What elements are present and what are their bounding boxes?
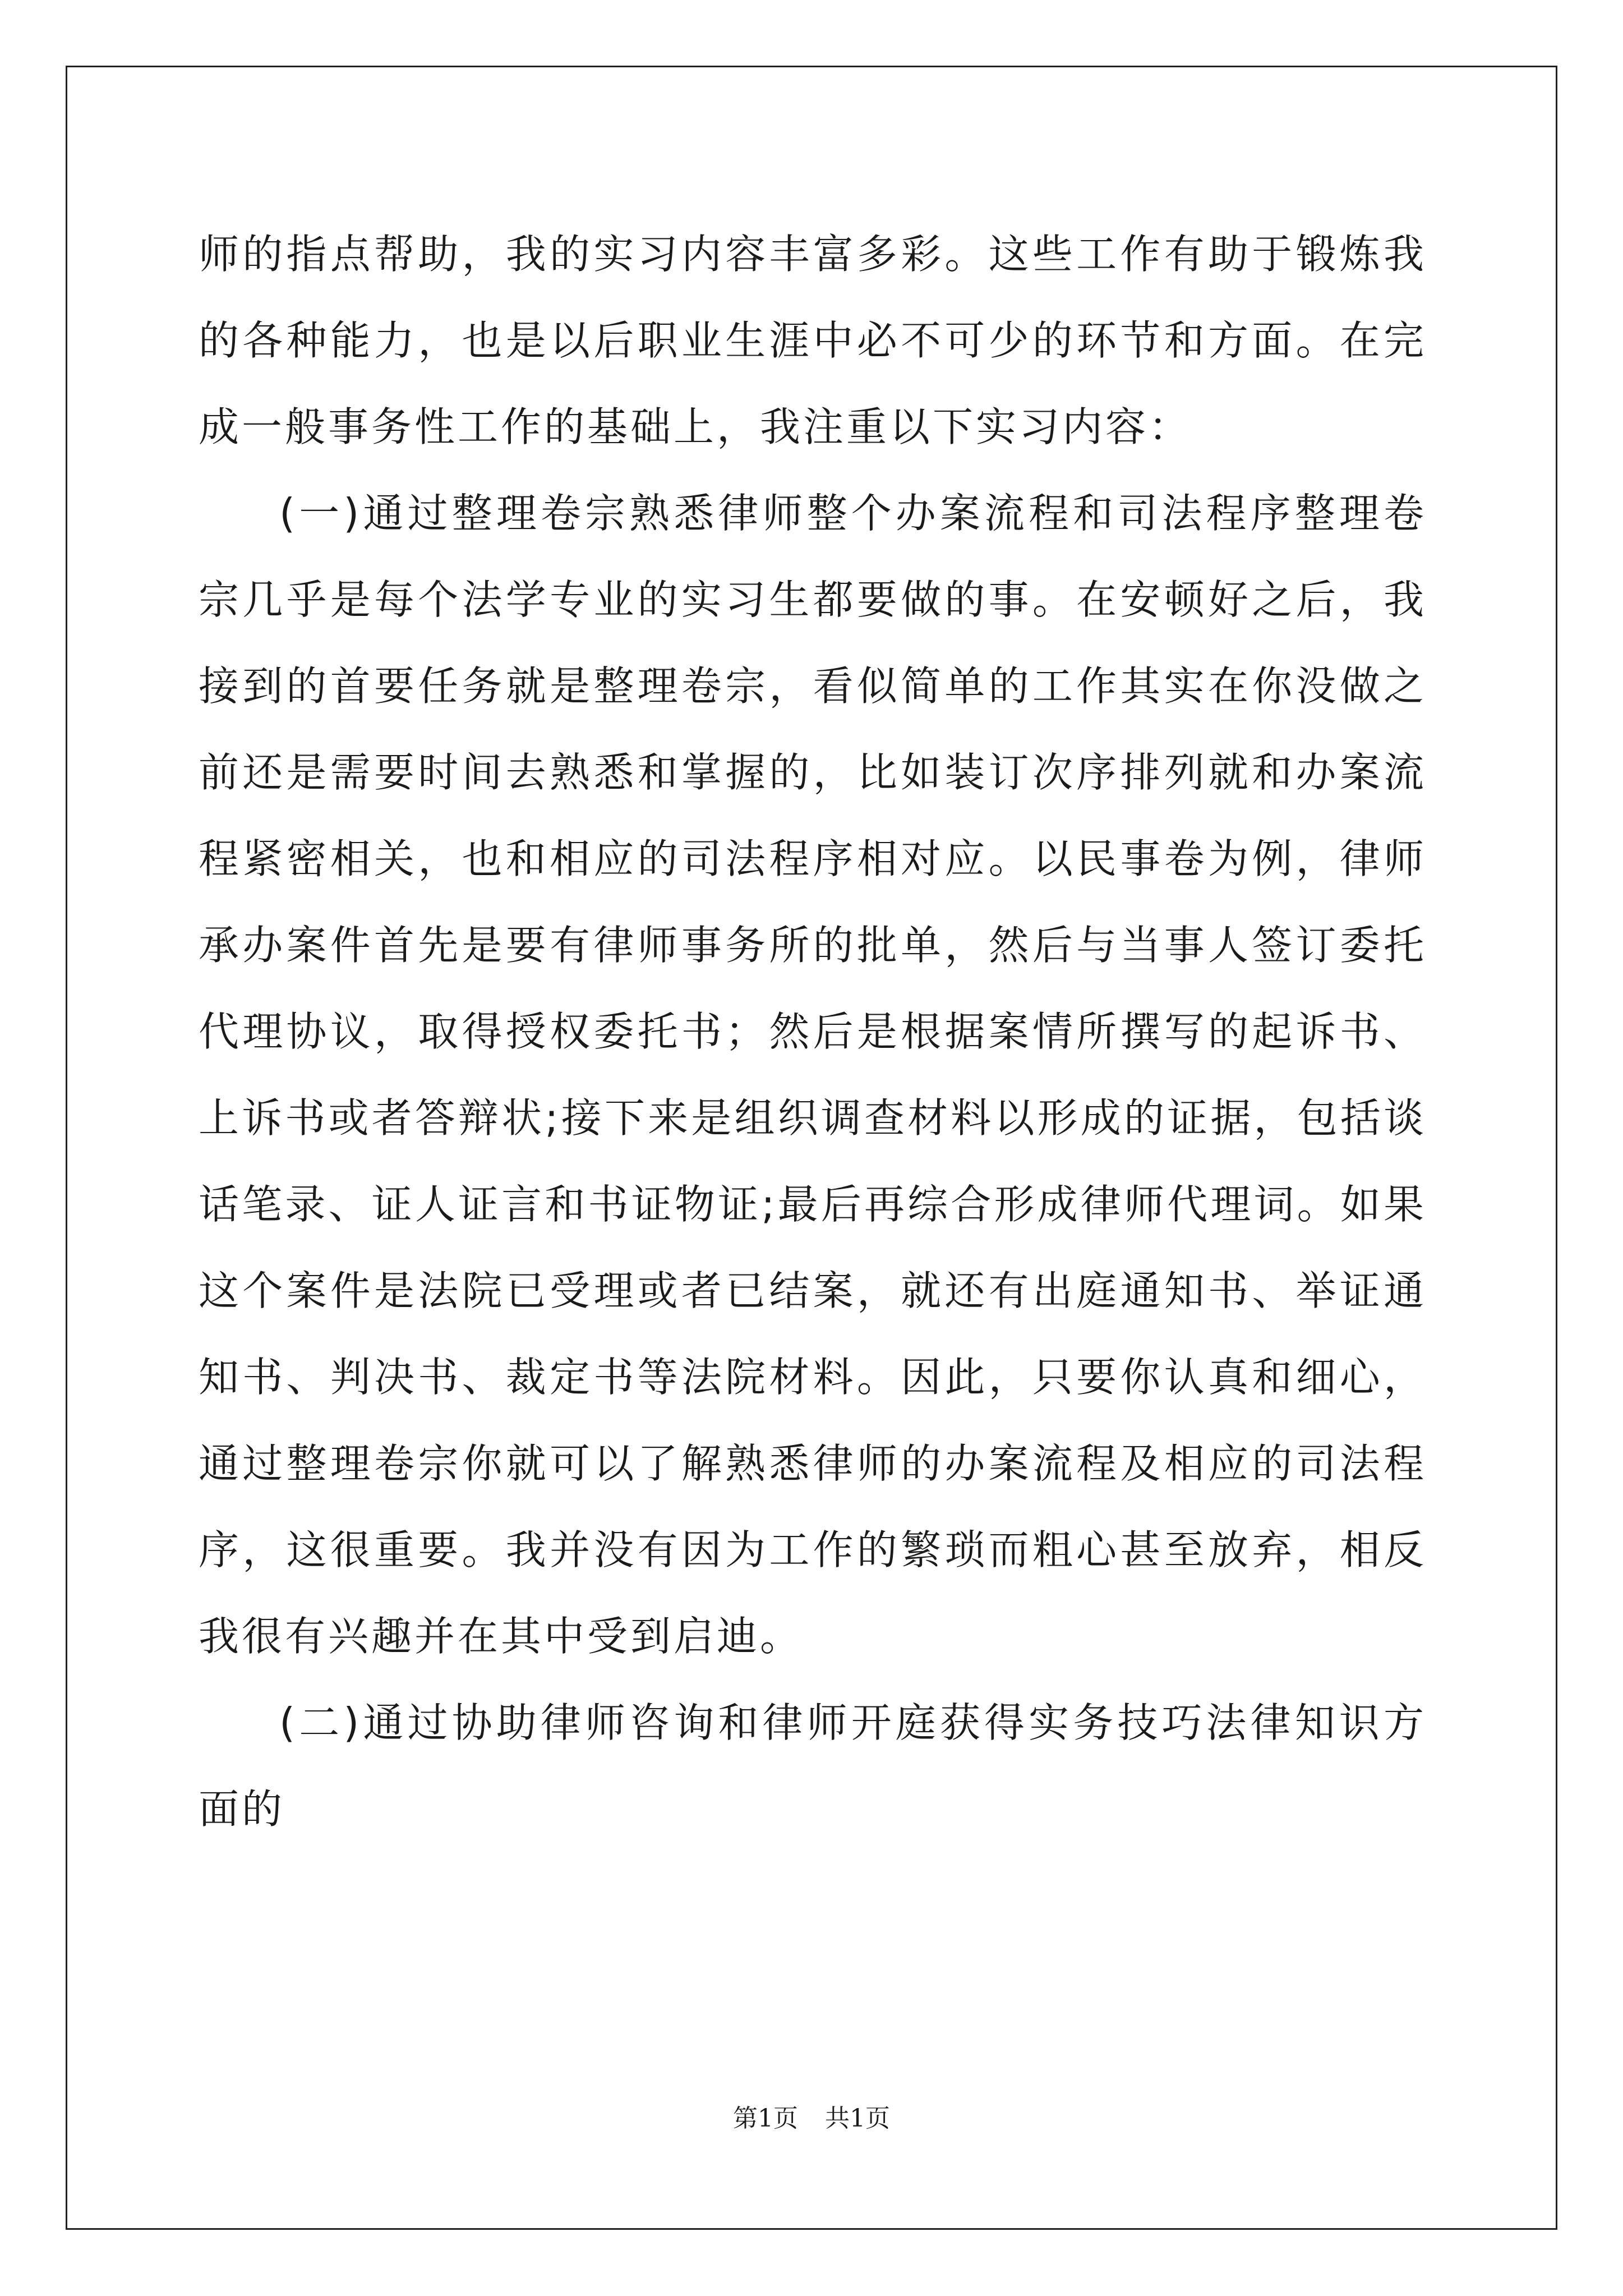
- page-number: 第1页: [733, 2104, 798, 2133]
- page-total: 共1页: [825, 2104, 890, 2133]
- page-footer: [0, 2098, 1623, 2134]
- paragraph-2: (一)通过整理卷宗熟悉律师整个办案流程和司法程序整理卷宗几乎是每个法学专业的实习生都要做的事。在安顿好之后，我接到的首要任务就是整理卷宗，看似简单的工作其实在你没做之前还是需要时间去熟悉和掌握的，比如装订次序排列就和办案流程紧密相关，也和相应的司法程序相对应。以民事卷为例，律师承办案件首先是要有律师事务所的批单，然后与当事人签订委托代理协议，取得授权委托书；然后是根据案情所撰写的起诉书、上诉书或者答辩状;接下来是组织调查材料以形成的证据，包括谈话笔录、证人证言和书证物证;最后再综合形成律师代理词。如果这个案件是法院已受理或者已结案，就还有出庭通知书、举证通知书、判决书、裁定书等法院材料。因此，只要你认真和细心，通过整理卷宗你就可以了解熟悉律师的办案流程及相应的司法程序，这很重要。我并没有因为工作的繁琐而粗心甚至放弃，相反我很有兴趣并在其中受到启迪。: [199, 490, 1427, 1660]
- paragraph-3: (二)通过协助律师咨询和律师开庭获得实务技巧法律知识方面的: [199, 1699, 1427, 1833]
- document-body: [199, 211, 1427, 1852]
- paragraph-1: 师的指点帮助，我的实习内容丰富多彩。这些工作有助于锻炼我的各种能力，也是以后职业生涯中必不可少的环节和方面。在完成一般事务性工作的基础上，我注重以下实习内容：: [199, 231, 1427, 450]
